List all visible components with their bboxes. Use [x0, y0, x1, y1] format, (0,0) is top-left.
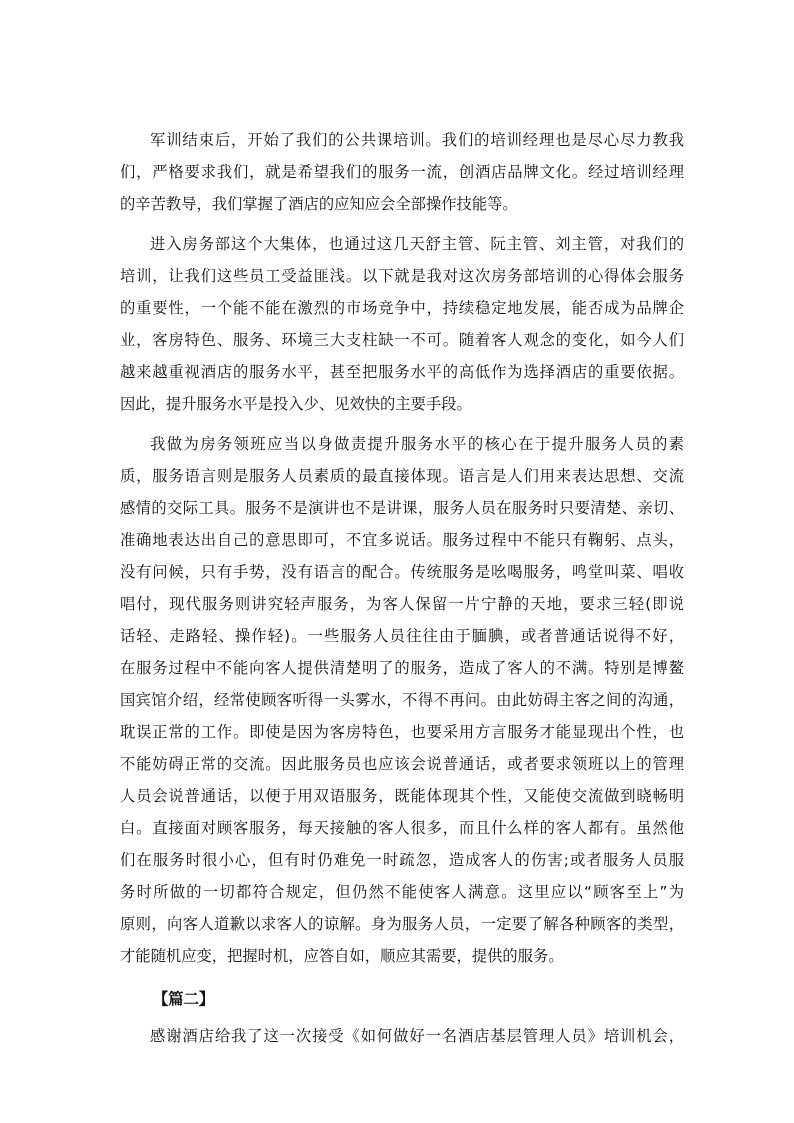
text-line: 务时所做的一切都符合规定，但仍然不能使客人满意。这里应以“顾客至上”为 [120, 883, 684, 901]
section-heading: 【篇二】 [153, 990, 215, 1008]
text-line: 因此，提升服务水平是投入少、见效快的主要手段。 [120, 395, 472, 413]
paragraph-closing [120, 1020, 684, 1052]
text-line: 越来越重视酒店的服务水平，甚至把服务水平的高低作为选择酒店的重要依据。 [120, 363, 684, 381]
text-line: 质，服务语言则是服务人员素质的最直接体现。语言是人们用来表达思想、交流 [120, 467, 684, 485]
document-body [120, 124, 684, 1052]
text-line: 白。直接面对顾客服务，每天接触的客人很多，而且什么样的客人都有。虽然他 [120, 819, 684, 837]
text-line: 进入房务部这个大集体，也通过这几天舒主管、阮主管、刘主管，对我们的 [150, 235, 684, 253]
text-line: 我做为房务领班应当以身做责提升服务水平的核心在于提升服务人员的素 [150, 435, 684, 453]
text-line: 不能妨碍正常的交流。因此服务员也应该会说普通话，或者要求领班以上的管理 [120, 755, 684, 773]
text-line: 国宾馆介绍，经常使顾客听得一头雾水，不得不再问。由此妨碍主客之间的沟通， [120, 691, 684, 709]
text-line: 才能随机应变，把握时机，应答自如，顺应其需要，提供的服务。 [120, 947, 564, 965]
text-line: 业，客房特色、服务、环境三大支柱缺一不可。随着客人观念的变化，如今人们 [120, 331, 684, 349]
text-line: 感情的交际工具。服务不是演讲也不是讲课，服务人员在服务时只要清楚、亲切、 [120, 499, 684, 517]
text-line: 人员会说普通话，以便于用双语服务，既能体现其个性，又能使交流做到晓畅明 [120, 787, 684, 805]
paragraph-2 [120, 228, 684, 420]
text-line: 耽误正常的工作。即使是因为客房特色，也要采用方言服务才能显现出个性，也 [120, 723, 684, 741]
text-line: 在服务过程中不能向客人提供清楚明了的服务，造成了客人的不满。特别是博鳌 [120, 659, 684, 677]
text-line: 的辛苦教导，我们掌握了酒店的应知应会全部操作技能等。 [120, 195, 518, 213]
text-line: 军训结束后，开始了我们的公共课培训。我们的培训经理也是尽心尽力教我 [150, 131, 684, 149]
text-line: 们，严格要求我们，就是希望我们的服务一流，创酒店品牌文化。经过培训经理 [120, 163, 684, 181]
text-line: 的重要性，一个能不能在激烈的市场竞争中，持续稳定地发展，能否成为品牌企 [120, 299, 684, 317]
text-line: 们在服务时很小心，但有时仍难免一时疏忽，造成客人的伤害;或者服务人员服 [120, 851, 684, 869]
text-line: 话轻、走路轻、操作轻)。一些服务人员往往由于腼腆，或者普通话说得不好， [120, 627, 684, 645]
text-line: 准确地表达出自己的意思即可，不宜多说话。服务过程中不能只有鞠躬、点头， [120, 531, 684, 549]
text-line: 原则，向客人道歉以求客人的谅解。身为服务人员，一定要了解各种顾客的类型， [120, 915, 684, 933]
text-line: 培训，让我们这些员工受益匪浅。以下就是我对这次房务部培训的心得体会服务 [120, 267, 684, 285]
text-line: 唱付，现代服务则讲究轻声服务，为客人保留一片宁静的天地，要求三轻(即说 [120, 595, 684, 613]
paragraph-3 [120, 428, 684, 972]
paragraph-1 [120, 124, 684, 220]
text-line: 没有问候，只有手势，没有语言的配合。传统服务是吆喝服务，鸣堂叫菜、唱收 [120, 563, 684, 581]
text-line: 感谢酒店给我了这一次接受《如何做好一名酒店基层管理人员》培训机会， [150, 1027, 684, 1045]
